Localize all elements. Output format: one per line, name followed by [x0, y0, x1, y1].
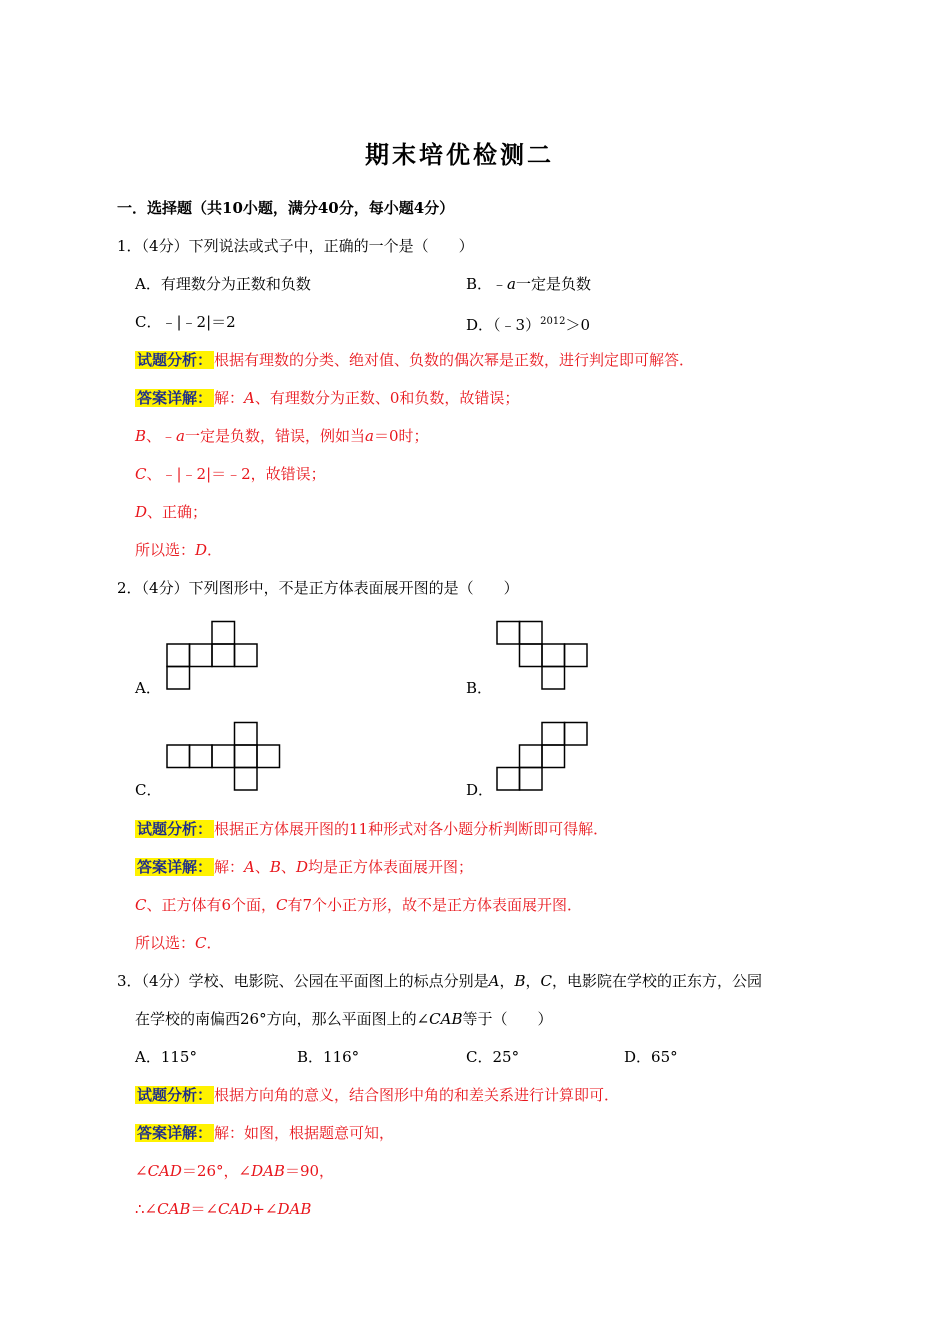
q3-answer-line3: ∴∠CAB＝∠CAD+∠DAB: [135, 1200, 312, 1218]
q1-option-c: C．﹣|﹣2|＝2: [135, 313, 236, 331]
q1-option-a: A．有理数分为正数和负数: [135, 275, 311, 293]
q3-stem-line1: 3．（4分）学校、电影院、公园在平面图上的标点分别是A，B，C，电影院在学校的正东方，公园: [117, 972, 762, 990]
q1-answer-line1: 答案详解： 解：A、有理数分为正数、0和负数，故错误；: [137, 389, 520, 407]
q2-answer-line2: C、正方体有6个面，C有7个小正方形，故不是正方体表面展开图．: [135, 896, 583, 914]
cube-net-d: [496, 721, 590, 793]
q3-stem-line2: 在学校的南偏西26°方向，那么平面图上的∠CAB等于（ ）: [135, 1010, 553, 1028]
cube-net-a: [166, 620, 260, 692]
q1-answer-line2: B、﹣a一定是负数，错误，例如当a＝0时；: [135, 427, 429, 445]
q2-answer-line3: 所以选：C．: [135, 934, 222, 952]
q3-option-a: A．115°: [135, 1048, 197, 1066]
q2-stem: 2．（4分）下列图形中，不是正方体表面展开图的是（ ）: [117, 579, 519, 597]
cube-net-b: [496, 620, 590, 692]
q3-analysis: 试题分析： 根据方向角的意义，结合图形中角的和差关系进行计算即可．: [137, 1086, 620, 1104]
q1-answer-line3: C、﹣|﹣2|＝﹣2，故错误；: [135, 465, 326, 483]
q3-answer-line2: ∠CAD＝26°，∠DAB＝90，: [135, 1162, 335, 1180]
q3-option-b: B．116°: [297, 1048, 360, 1066]
q2-label-d: D．: [466, 781, 494, 799]
q2-label-b: B．: [466, 679, 493, 697]
q1-analysis: 试题分析： 根据有理数的分类、绝对值、负数的偶次幂是正数，进行判定即可解答．: [137, 351, 695, 369]
q2-analysis: 试题分析： 根据正方体展开图的11种形式对各小题分析判断即可得解．: [137, 820, 609, 838]
q2-label-c: C．: [135, 781, 162, 799]
q1-stem: 1．（4分）下列说法或式子中，正确的一个是（ ）: [117, 237, 474, 255]
q2-answer-line1: 答案详解： 解：A、B、D均是正方体表面展开图；: [137, 858, 473, 876]
q1-option-d: D．（﹣3）$^{2012}$＞0: [466, 316, 591, 334]
q1-option-b: B．﹣a一定是负数: [466, 275, 591, 293]
q2-label-a: A．: [135, 679, 161, 697]
analysis-tag: 试题分析：: [137, 1086, 213, 1104]
cube-net-c: [166, 721, 282, 793]
q3-option-d: D．65°: [624, 1048, 678, 1066]
answer-tag: 答案详解：: [137, 1124, 213, 1142]
q1-answer-line5: 所以选：D．: [135, 541, 223, 559]
analysis-tag: 试题分析：: [137, 820, 213, 838]
q1-answer-line4: D、正确；: [135, 503, 208, 521]
page-title: 期末培优检测二: [365, 140, 554, 169]
analysis-tag: 试题分析：: [137, 351, 213, 369]
q3-answer-line1: 答案详解： 解：如图，根据题意可知，: [137, 1124, 395, 1142]
answer-tag: 答案详解：: [137, 858, 213, 876]
answer-tag: 答案详解：: [137, 389, 213, 407]
q3-option-c: C．25°: [466, 1048, 520, 1066]
section-heading: 一．选择题（共10小题，满分40分，每小题4分）: [117, 199, 455, 217]
